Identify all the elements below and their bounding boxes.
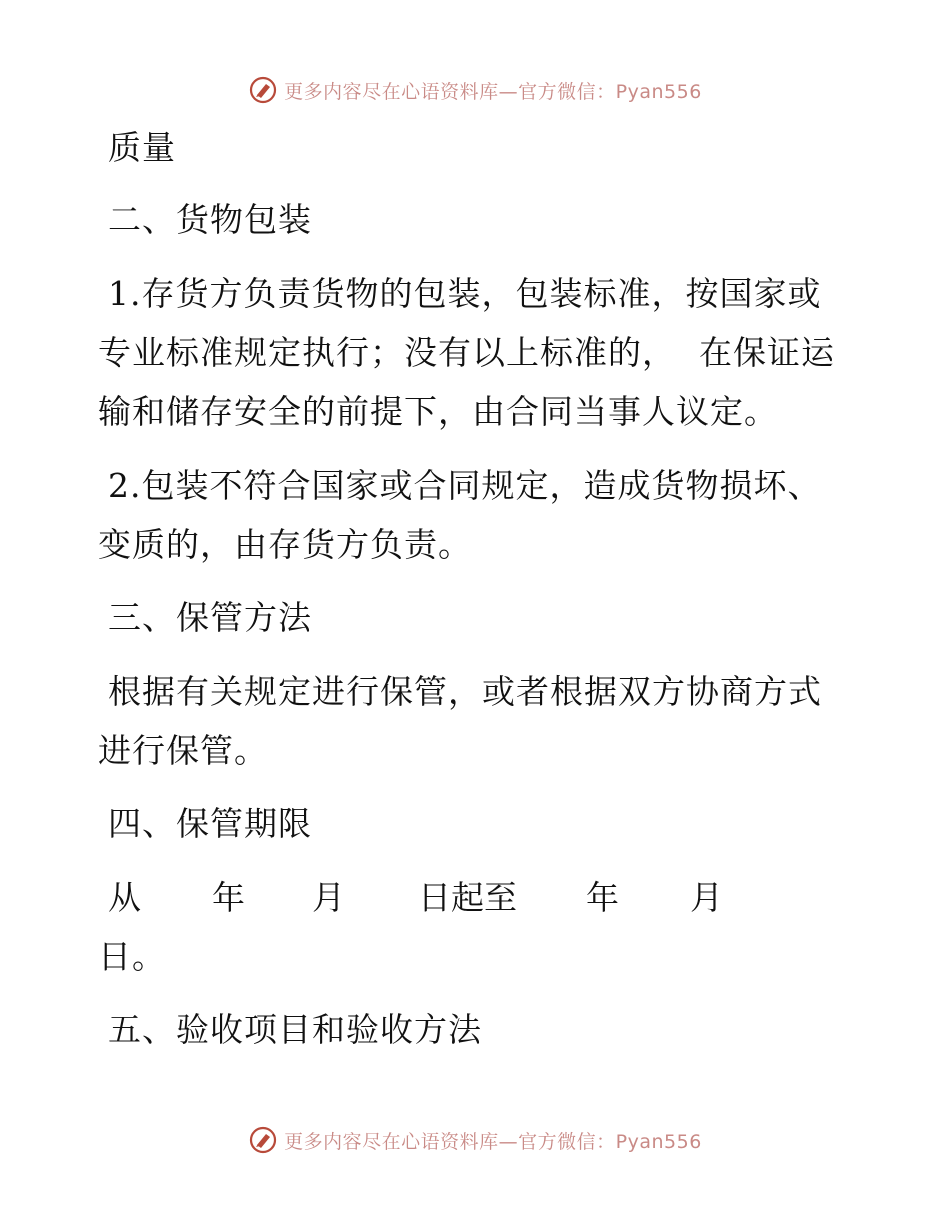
- pen-logo-icon: [248, 1125, 278, 1155]
- section-title-storage-period: 四、保管期限: [108, 804, 312, 843]
- date-day-to-label: 日起至: [418, 878, 517, 917]
- date-from-label: 从: [108, 878, 141, 917]
- date-year-label: 年: [586, 878, 619, 917]
- paragraph-line: 2.包装不符合国家或合同规定，造成货物损坏、: [108, 466, 822, 505]
- paragraph-line: 变质的，由存货方负责。: [98, 525, 472, 564]
- paragraph-line: 进行保管。: [98, 731, 268, 770]
- paragraph-line: 输和储存安全的前提下，由合同当事人议定。: [98, 392, 778, 431]
- section-title-packaging: 二、货物包装: [108, 200, 312, 239]
- pen-logo-icon: [248, 75, 278, 105]
- date-month-label: 月: [312, 878, 345, 917]
- section-title-storage-method: 三、保管方法: [108, 598, 312, 637]
- date-end-label: 日。: [98, 937, 166, 976]
- text-line-quality: 质量: [108, 128, 176, 167]
- paragraph-line: 1.存货方负责货物的包装，包装标准，按国家或: [108, 274, 822, 313]
- paragraph-line: 专业标准规定执行；没有以上标准的， 在保证运: [98, 333, 835, 372]
- section-title-inspection: 五、验收项目和验收方法: [108, 1010, 482, 1049]
- header-banner-text: 更多内容尽在心语资料库—官方微信：Pyan556: [284, 80, 702, 103]
- header-banner: [0, 70, 950, 110]
- date-month-label: 月: [690, 878, 723, 917]
- date-range-row: [0, 878, 950, 918]
- paragraph-line: 根据有关规定进行保管，或者根据双方协商方式: [108, 672, 822, 711]
- date-year-label: 年: [212, 878, 245, 917]
- footer-banner: [0, 1120, 950, 1160]
- footer-banner-text: 更多内容尽在心语资料库—官方微信：Pyan556: [284, 1130, 702, 1153]
